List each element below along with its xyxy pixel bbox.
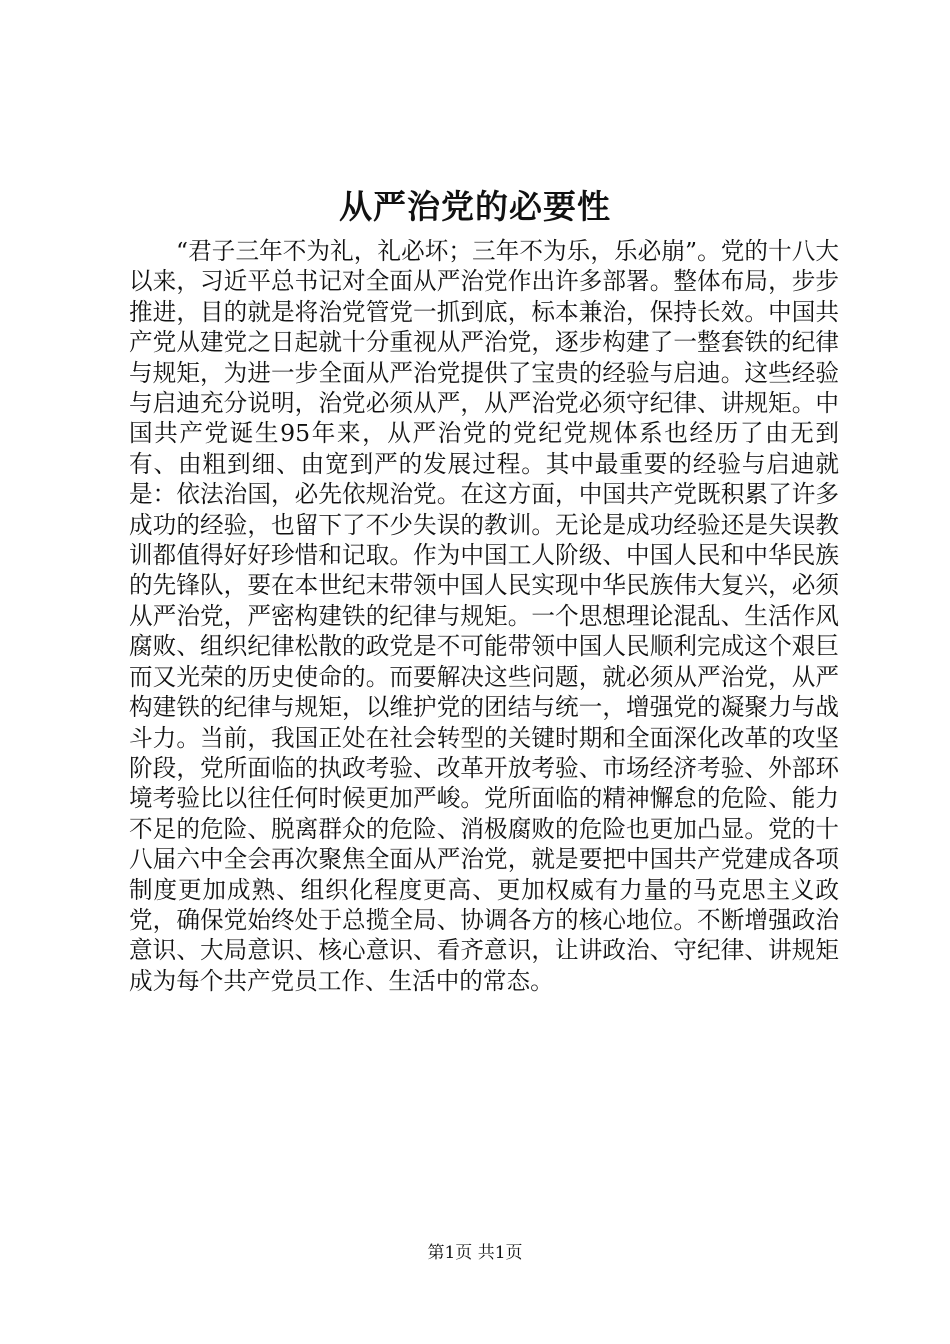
document-title: 从严治党的必要性 — [339, 187, 611, 226]
body-paragraph: “君子三年不为礼，礼必坏；三年不为乐，乐必崩”。党的十八大以来，习近平总书记对全面从严治党作出许多部署。整体布局，步步推进，目的就是将治党管党一抓到底，标本兼治，保持长效。中国共产党从建党之日起就十分重视从严治党，逐步构建了一整套铁的纪律与规矩，为进一步全面从严治党提供了宝贵的经验与启迪。这些经验与启迪充分说明，治党必须从严，从严治党必须守纪律、讲规矩。中国共产党诞生95年来，从严治党的党纪党规体系也经历了由无到有、由粗到细、由宽到严的发展过程。其中最重要的经验与启迪就是：依法治国，必先依规治党。在这方面，中国共产党既积累了许多成功的经验，也留下了不少失误的教训。无论是成功经验还是失误教训都值得好好珍惜和记取。作为中国工人阶级、中国人民和中华民族的先锋队，要在本世纪末带领中国人民实现中华民族伟大复兴，必须从严治党，严密构建铁的纪律与规矩。一个思想理论混乱、生活作风腐败、组织纪律松散的政党是不可能带领中国人民顺利完成这个艰巨而又光荣的历史使命的。而要解决这些问题，就必须从严治党，从严构建铁的纪律与规矩，以维护党的团结与统一，增强党的凝聚力与战斗力。当前，我国正处在社会转型的关键时期和全面深化改革的攻坚阶段，党所面临的执政考验、改革开放考验、市场经济考验、外部环境考验比以往任何时候更加严峻。党所面临的精神懈怠的危险、能力不足的危险、脱离群众的危险、消极腐败的危险也更加凸显。党的十八届六中全会再次聚焦全面从严治党，就是要把中国共产党建成各项制度更加成熟、组织化程度更高、更加权威有力量的马克思主义政党，确保党始终处于总揽全局、协调各方的核心地位。不断增强政治意识、大局意识、核心意识、看齐意识，让讲政治、守纪律、讲规矩成为每个共产党员工作、生活中的常态。 — [129, 237, 839, 995]
page-footer: 第1页 共1页 — [427, 1243, 523, 1263]
